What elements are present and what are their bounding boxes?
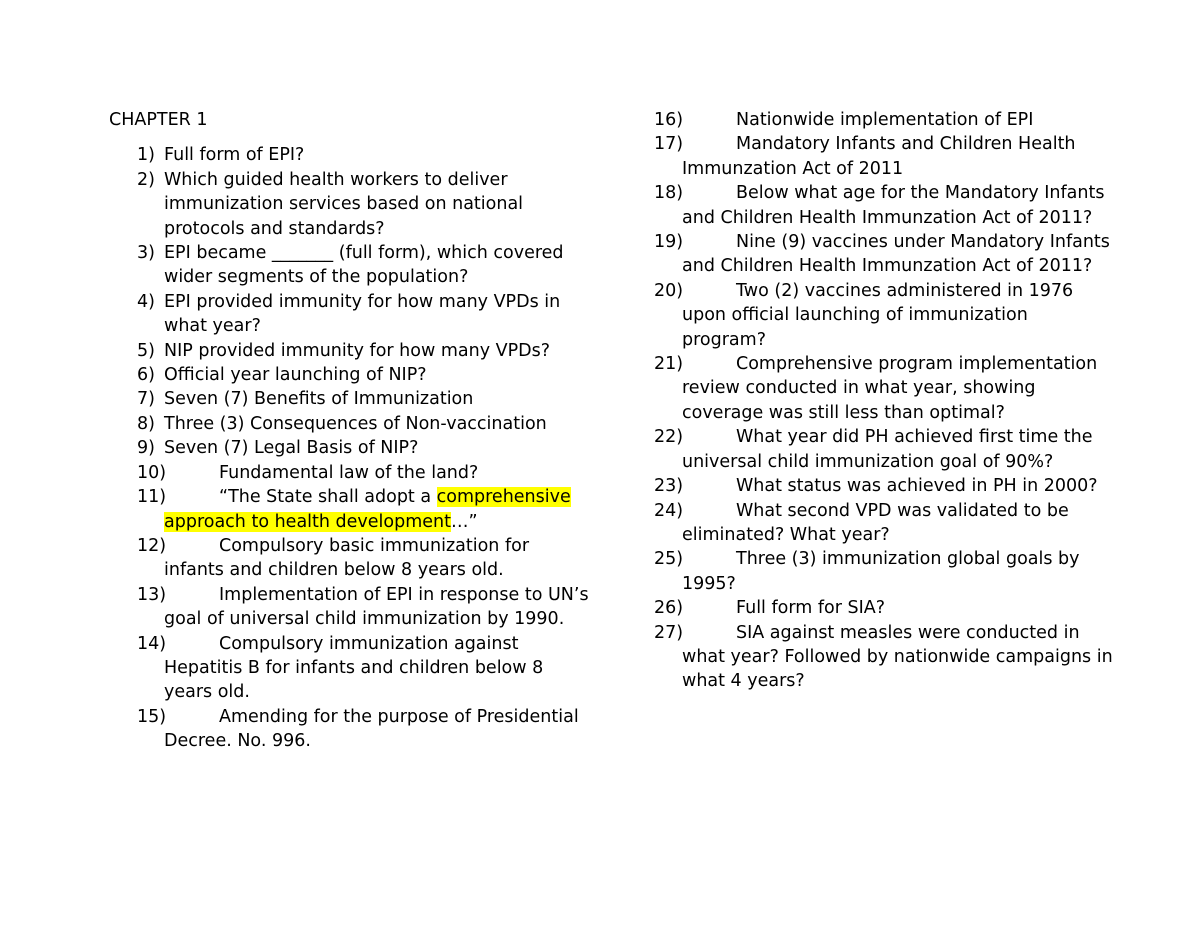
item-number: 25) [654, 549, 684, 570]
list-item [109, 436, 589, 460]
item-number: 18) [654, 183, 684, 204]
list-item [654, 230, 1114, 279]
item-number: 9) [137, 438, 155, 459]
item-number: 8) [137, 413, 155, 434]
item-number: 2) [137, 169, 155, 190]
item-text: Seven (7) Legal Basis of NIP? [164, 438, 419, 459]
item-text: SIA against measles were conducted in what year? Followed by nationwide campaigns in what 4 years? [682, 622, 1113, 692]
highlighted-text: comprehensive approach to health development [164, 487, 571, 532]
item-number: 6) [137, 365, 155, 386]
item-number: 4) [137, 291, 155, 312]
list-item [109, 363, 589, 387]
item-number: 27) [654, 622, 684, 643]
item-number: 16) [654, 110, 684, 130]
list-item [109, 705, 589, 754]
item-text: What status was achieved in PH in 2000? [736, 476, 1098, 497]
list-item [654, 621, 1114, 694]
question-list-left [109, 143, 589, 753]
item-text: EPI became _______ (full form), which covered wider segments of the population? [164, 243, 564, 288]
list-item [654, 499, 1114, 548]
item-number: 5) [137, 340, 155, 361]
item-text: Nine (9) vaccines under Mandatory Infants and Children Health Immunzation Act of 2011? [682, 232, 1110, 277]
item-number: 26) [654, 598, 684, 619]
item-number: 14) [137, 633, 167, 654]
list-item [654, 108, 1114, 132]
list-item [109, 241, 589, 290]
list-item [654, 425, 1114, 474]
item-text: Two (2) vaccines administered in 1976 upon official launching of immunization program? [682, 280, 1074, 350]
list-item [654, 547, 1114, 596]
list-item [109, 583, 589, 632]
item-text: Official year launching of NIP? [164, 365, 427, 386]
list-item [654, 596, 1114, 620]
list-item [109, 461, 589, 485]
item-text: Nationwide implementation of EPI [736, 110, 1034, 130]
list-item [109, 339, 589, 363]
item-number: 13) [137, 584, 167, 605]
item-text: Three (3) Consequences of Non-vaccination [164, 413, 547, 434]
item-text: Comprehensive program implementation review conducted in what year, showing coverage was still less than optimal? [682, 354, 1098, 423]
item-text: Seven (7) Benefits of Immunization [164, 389, 474, 410]
item-number: 24) [654, 500, 684, 521]
item-text: Below what age for the Mandatory Infants and Children Health Immunzation Act of 2011? [682, 183, 1105, 228]
list-item [109, 485, 589, 534]
item-number: 15) [137, 706, 167, 727]
item-text: Compulsory immunization against Hepatitis B for infants and children below 8 years old. [164, 633, 544, 703]
item-number: 1) [137, 145, 155, 166]
item-text: EPI provided immunity for how many VPDs in what year? [164, 291, 561, 337]
item-number: 3) [137, 243, 155, 264]
item-number: 21) [654, 354, 684, 375]
right-column [654, 108, 1114, 694]
question-list-right [654, 108, 1114, 694]
item-number: 19) [654, 232, 684, 253]
item-number: 23) [654, 476, 684, 497]
item-text: What second VPD was validated to be eliminated? What year? [682, 500, 1069, 545]
list-item [109, 290, 589, 339]
list-item [109, 412, 589, 436]
item-text: What year did PH achieved first time the universal child immunization goal of 90%? [682, 427, 1093, 472]
item-text: Compulsory basic immunization for infants and children below 8 years old. [164, 535, 530, 581]
chapter-title: CHAPTER 1 [109, 110, 208, 130]
left-column [109, 108, 589, 754]
item-number: 10) [137, 462, 167, 483]
list-item [654, 132, 1114, 181]
item-text: Mandatory Infants and Children Health Immunzation Act of 2011 [682, 134, 1076, 179]
list-item [654, 279, 1114, 352]
item-number: 17) [654, 134, 684, 155]
item-number: 7) [137, 389, 155, 410]
item-text: Three (3) immunization global goals by 1995? [682, 549, 1080, 594]
item-text: Amending for the purpose of Presidential Decree. No. 996. [164, 706, 579, 752]
item-text: Full form of EPI? [164, 145, 305, 166]
item-text: Implementation of EPI in response to UN’s goal of universal child immunization by 1990. [164, 584, 589, 630]
list-item [109, 168, 589, 241]
list-item [109, 143, 589, 167]
item-text: NIP provided immunity for how many VPDs? [164, 340, 551, 361]
item-text: Full form for SIA? [736, 598, 886, 619]
item-text-end: …” [451, 511, 478, 532]
item-number: 11) [137, 487, 167, 508]
item-number: 12) [137, 535, 167, 556]
item-number: 20) [654, 280, 684, 301]
list-item [109, 387, 589, 411]
item-text: Fundamental law of the land? [219, 462, 479, 483]
item-text: “The State shall adopt a [219, 487, 437, 508]
list-item [109, 534, 589, 583]
list-item [654, 181, 1114, 230]
item-number: 22) [654, 427, 684, 448]
list-item [109, 632, 589, 705]
list-item [654, 474, 1114, 498]
item-text: Which guided health workers to deliver immunization services based on national protocols and standards? [164, 169, 524, 239]
list-item [654, 352, 1114, 425]
